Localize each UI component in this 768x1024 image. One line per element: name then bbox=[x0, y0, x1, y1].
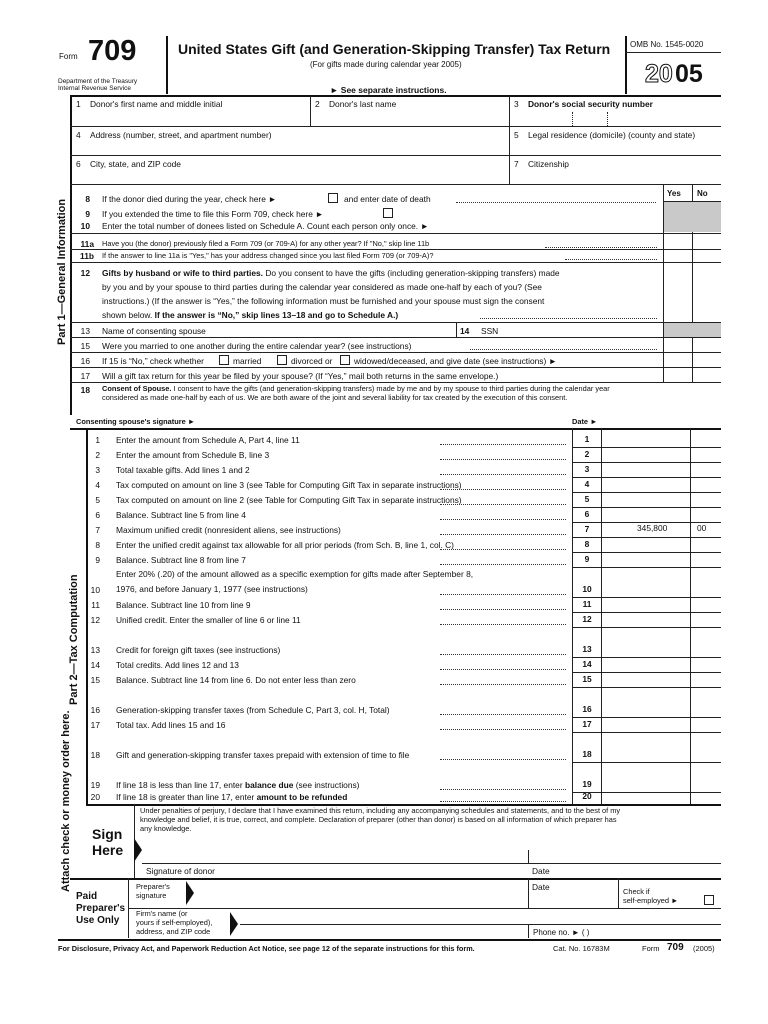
leader-dots bbox=[440, 459, 566, 460]
form-word: Form bbox=[59, 52, 78, 61]
dept-line2: Internal Revenue Service bbox=[58, 85, 131, 92]
donor-date-field[interactable]: Date bbox=[532, 866, 550, 876]
tax-line-label: Maximum unified credit (nonresident aliens, see instructions) bbox=[116, 525, 341, 535]
amount-field-line-14[interactable] bbox=[602, 657, 720, 672]
amount-field-line-16[interactable] bbox=[602, 687, 720, 717]
footer-notice: For Disclosure, Privacy Act, and Paperwork Reduction Act Notice, see page 12 of the separate instructions for this form. bbox=[58, 944, 475, 953]
preparer-date-field[interactable]: Date bbox=[532, 882, 550, 892]
city-state-zip-field[interactable]: City, state, and ZIP code bbox=[90, 159, 181, 169]
amount-line-number: 13 bbox=[582, 644, 592, 654]
tax-line-number: 7 bbox=[95, 525, 100, 535]
tax-line-number: 4 bbox=[95, 480, 100, 490]
tax-line-number: 6 bbox=[95, 510, 100, 520]
leader-dots bbox=[440, 729, 566, 730]
preparer-title-2: Preparer's bbox=[76, 903, 126, 914]
line-number: 10 bbox=[80, 221, 90, 231]
tax-line-label: Gift and generation-skipping transfer taxes prepaid with extension of time to file bbox=[116, 750, 410, 760]
leader-dots bbox=[440, 669, 566, 670]
leader-dots bbox=[440, 789, 566, 790]
sign-title-1: Sign bbox=[92, 826, 123, 842]
line-number: 11a bbox=[80, 239, 94, 249]
spouse-signature-field[interactable]: Consenting spouse's signature ► bbox=[76, 417, 196, 426]
line-number: 14 bbox=[460, 326, 470, 336]
married-checkbox[interactable] bbox=[219, 355, 229, 365]
year-outline: 20 bbox=[645, 60, 673, 88]
tax-line-number: 20 bbox=[90, 792, 100, 802]
year-bold: 05 bbox=[675, 60, 703, 88]
leader-dots bbox=[440, 654, 566, 655]
footer-form-number: 709 bbox=[667, 942, 684, 953]
tax-line-label-cont: 1976, and before January 1, 1977 (see instructions) bbox=[116, 584, 308, 594]
phone-field[interactable]: Phone no. ► ( ) bbox=[533, 928, 590, 937]
tax-line-number: 8 bbox=[95, 540, 100, 550]
tax-line-emphasis: balance due bbox=[244, 780, 294, 790]
form-number: 709 bbox=[88, 35, 137, 67]
tax-line-label bbox=[116, 792, 347, 802]
amount-field-line-10[interactable] bbox=[602, 567, 720, 597]
leader-dots bbox=[440, 624, 566, 625]
field-number: 7 bbox=[514, 159, 519, 169]
leader-dots bbox=[440, 519, 566, 520]
divorced-checkbox[interactable] bbox=[277, 355, 287, 365]
line7-cents: 00 bbox=[697, 523, 707, 533]
spouse-date-field[interactable]: Date ► bbox=[572, 417, 598, 426]
line-number: 16 bbox=[80, 356, 90, 366]
amount-line-number: 11 bbox=[582, 599, 592, 609]
citizenship-field[interactable]: Citizenship bbox=[528, 159, 569, 169]
preparer-signature-field[interactable] bbox=[196, 882, 526, 906]
amount-line-number: 8 bbox=[584, 539, 590, 549]
amount-field-line-17[interactable] bbox=[602, 717, 720, 732]
tax-line-number: 15 bbox=[90, 675, 100, 685]
tax-line-label: Balance. Subtract line 8 from line 7 bbox=[116, 555, 246, 565]
tax-line-label: Total taxable gifts. Add lines 1 and 2 bbox=[116, 465, 250, 475]
consent-text-a: I consent to have the gifts (and generation-skipping transfers) made by me and by my spouse to third parties during the calendar year bbox=[173, 384, 610, 393]
tax-line-label: Balance. Subtract line 10 from line 9 bbox=[116, 600, 251, 610]
line12-text-d: shown below. bbox=[102, 310, 153, 320]
amount-line-number: 9 bbox=[584, 554, 590, 564]
amount-line-number: 16 bbox=[582, 704, 592, 714]
married-label: married bbox=[233, 356, 262, 366]
extension-checkbox[interactable] bbox=[383, 208, 393, 218]
perjury-text-3: any knowledge. bbox=[140, 824, 192, 833]
donor-signature-field[interactable]: Signature of donor bbox=[146, 866, 215, 876]
amount-line-number: 14 bbox=[582, 659, 592, 669]
self-employed-label-2: self-employed ► bbox=[623, 896, 679, 905]
amount-field-line-15[interactable] bbox=[602, 672, 720, 687]
line12-text-b: by you and by your spouse to third parties during the calendar year considered as made one-half by each of you? (See bbox=[102, 282, 542, 292]
leader-dots bbox=[440, 684, 566, 685]
line8-date-label: and enter date of death bbox=[344, 194, 431, 204]
preparer-title-3: Use Only bbox=[76, 915, 120, 926]
amount-field-line-2[interactable] bbox=[602, 447, 720, 462]
amount-line-number: 7 bbox=[584, 524, 590, 534]
amount-line-number: 4 bbox=[584, 479, 590, 489]
leader-dots bbox=[440, 564, 566, 565]
tax-line-text: If line 18 is less than line 17, enter bbox=[116, 780, 243, 790]
amount-line-number: 17 bbox=[582, 719, 592, 729]
tax-line-label: Unified credit. Enter the smaller of line 6 or line 11 bbox=[116, 615, 301, 625]
leader-dots bbox=[440, 534, 566, 535]
tax-line-number: 18 bbox=[90, 750, 100, 760]
amount-line-number: 15 bbox=[582, 674, 592, 684]
firm-label-3: address, and ZIP code bbox=[136, 927, 211, 936]
line7-amount: 345,800 bbox=[637, 523, 668, 533]
line-number: 17 bbox=[80, 371, 90, 381]
amount-field-line-8[interactable] bbox=[602, 537, 720, 552]
donor-last-name-field[interactable]: Donor's last name bbox=[329, 99, 397, 109]
tax-line-label: Credit for foreign gift taxes (see instructions) bbox=[116, 645, 281, 655]
amount-field-line-20[interactable] bbox=[602, 792, 720, 804]
tax-line-number: 14 bbox=[90, 660, 100, 670]
line12-skip-note: If the answer is “No,” skip lines 13–18 and go to Schedule A.) bbox=[154, 310, 399, 320]
amount-field-line-9[interactable] bbox=[602, 552, 720, 567]
tax-line-number: 12 bbox=[90, 615, 100, 625]
widowed-label: widowed/deceased, and give date (see instructions) ► bbox=[354, 356, 557, 366]
tax-line-number: 1 bbox=[95, 435, 100, 445]
tax-line-label: Balance. Subtract line 14 from line 6. Do not enter less than zero bbox=[116, 675, 356, 685]
tax-line-label: Tax computed on amount on line 2 (see Table for Computing Gift Tax in separate instructions) bbox=[116, 495, 462, 505]
leader-dots bbox=[440, 594, 566, 595]
attach-check-label: Attach check or money order here. bbox=[60, 710, 72, 892]
preparer-arrow-icon bbox=[186, 881, 194, 905]
amount-field-line-5[interactable] bbox=[602, 492, 720, 507]
line17-label: Will a gift tax return for this year be filed by your spouse? (If “Yes,” mail both returns in the same envelope.) bbox=[102, 371, 499, 381]
amount-field-line-18[interactable] bbox=[602, 732, 720, 762]
tax-line-label: Enter the unified credit against tax allowable for all prior periods (from Sch. B, line 1, col. C) bbox=[116, 540, 454, 550]
legal-residence-field[interactable]: Legal residence (domicile) (county and state) bbox=[528, 130, 696, 140]
tax-line-label: Total tax. Add lines 15 and 16 bbox=[116, 720, 226, 730]
consent-heading: Consent of Spouse. bbox=[102, 384, 172, 393]
tax-line-number: 2 bbox=[95, 450, 100, 460]
address-field[interactable]: Address (number, street, and apartment number) bbox=[90, 130, 272, 140]
tax-line-label: Tax computed on amount on line 3 (see Table for Computing Gift Tax in separate instructions) bbox=[116, 480, 462, 490]
tax-line-number: 19 bbox=[90, 780, 100, 790]
line-number: 9 bbox=[85, 209, 90, 219]
perjury-text-1: Under penalties of perjury, I declare that I have examined this return, including any accompanying schedules and statements, and to the best of my bbox=[140, 806, 621, 815]
tax-line-number: 13 bbox=[90, 645, 100, 655]
footer-year: (2005) bbox=[693, 944, 715, 953]
field-number: 5 bbox=[514, 130, 519, 140]
amount-field-line-12[interactable] bbox=[602, 612, 720, 627]
see-instructions: ► See separate instructions. bbox=[330, 85, 447, 95]
amount-line-number: 1 bbox=[584, 434, 590, 444]
leader-dots bbox=[440, 489, 566, 490]
amount-line-number: 10 bbox=[582, 584, 592, 594]
line10-label: Enter the total number of donees listed on Schedule A. Count each person only once. ► bbox=[102, 221, 429, 231]
self-employed-checkbox[interactable] bbox=[704, 895, 714, 905]
form-subtitle: (For gifts made during calendar year 2005) bbox=[310, 60, 462, 69]
tax-line-number: 11 bbox=[91, 600, 100, 610]
amount-line-number: 5 bbox=[584, 494, 590, 504]
line9-label: If you extended the time to file this Form 709, check here ► bbox=[102, 209, 324, 219]
consent-text-b: considered as made one-half by each of us. We are both aware of the joint and several liability for tax created by the execution of this consent. bbox=[102, 393, 568, 402]
tax-line-number: 9 bbox=[95, 555, 100, 565]
tax-line-label: Enter 20% (.20) of the amount allowed as a specific exemption for gifts made after September 8, bbox=[116, 569, 474, 579]
line-number: 15 bbox=[80, 341, 90, 351]
line-number: 13 bbox=[80, 326, 90, 336]
tax-line-label: Enter the amount from Schedule A, Part 4, line 11 bbox=[116, 435, 300, 445]
tax-line-label bbox=[116, 780, 359, 790]
preparer-title-1: Paid bbox=[76, 891, 98, 902]
amount-field-line-1[interactable] bbox=[602, 432, 720, 447]
amount-line-number: 2 bbox=[584, 449, 590, 459]
amount-field-line-11[interactable] bbox=[602, 597, 720, 612]
sign-arrow-icon bbox=[134, 838, 142, 862]
sign-title-2: Here bbox=[92, 842, 124, 858]
yes-column-header: Yes bbox=[667, 189, 681, 198]
tax-line-label: Balance. Subtract line 5 from line 4 bbox=[116, 510, 246, 520]
leader-dots bbox=[440, 714, 566, 715]
amount-field-line-3[interactable] bbox=[602, 462, 720, 477]
donor-first-name-field[interactable]: Donor's first name and middle initial bbox=[90, 99, 223, 109]
preparer-sig-label-1: Preparer's bbox=[136, 882, 170, 891]
amount-line-number: 12 bbox=[582, 614, 592, 624]
amount-line-number: 18 bbox=[582, 749, 592, 759]
amount-line-number: 19 bbox=[582, 779, 592, 789]
line-number: 12 bbox=[80, 268, 90, 278]
divorced-label: divorced or bbox=[291, 356, 333, 366]
line-number: 18 bbox=[80, 385, 90, 395]
part2-side-label: Part 2—Tax Computation bbox=[68, 574, 80, 705]
donor-ssn-field[interactable]: Donor's social security number bbox=[528, 99, 653, 109]
leader-dots bbox=[440, 609, 566, 610]
line12-text-a: Do you consent to have the gifts (including generation-skipping transfers) made bbox=[265, 268, 560, 278]
leader-dots bbox=[440, 759, 566, 760]
tax-line-text: (see instructions) bbox=[295, 780, 360, 790]
leader-dots bbox=[440, 549, 566, 550]
spouse-ssn-field[interactable]: SSN bbox=[481, 326, 499, 336]
amount-field-line-4[interactable] bbox=[602, 477, 720, 492]
field-number: 2 bbox=[315, 99, 320, 109]
preparer-sig-label-2: signature bbox=[136, 891, 167, 900]
tax-line-number: 3 bbox=[95, 465, 100, 475]
tax-line-number: 10 bbox=[90, 585, 100, 595]
amount-line-number: 20 bbox=[582, 791, 592, 801]
footer-form-word: Form bbox=[642, 944, 660, 953]
firm-name-field[interactable] bbox=[240, 910, 720, 924]
widowed-checkbox[interactable] bbox=[340, 355, 350, 365]
leader-dots bbox=[440, 444, 566, 445]
perjury-text-2: knowledge and belief, it is true, correct, and complete. Declaration of preparer (other than donor) is based on all information of which preparer has bbox=[140, 815, 617, 824]
self-employed-label-1: Check if bbox=[623, 887, 650, 896]
field-number: 4 bbox=[76, 130, 81, 140]
catalog-number: Cat. No. 16783M bbox=[553, 944, 610, 953]
omb-number: OMB No. 1545-0020 bbox=[630, 40, 704, 49]
deceased-checkbox[interactable] bbox=[328, 193, 338, 203]
tax-line-label: Enter the amount from Schedule B, line 3 bbox=[116, 450, 270, 460]
dept-line1: Department of the Treasury bbox=[58, 78, 138, 85]
part1-side-label: Part 1—General Information bbox=[56, 198, 68, 345]
tax-line-label: Total credits. Add lines 12 and 13 bbox=[116, 660, 239, 670]
leader-dots bbox=[440, 504, 566, 505]
line12-text-c: instructions.) (If the answer is “Yes,” the following information must be furnished and your spouse must sign the consent bbox=[102, 296, 545, 306]
field-number: 6 bbox=[76, 159, 81, 169]
line15-label: Were you married to one another during the entire calendar year? (see instructions) bbox=[102, 341, 412, 351]
line12-heading: Gifts by husband or wife to third parties. bbox=[102, 268, 263, 278]
line11b-label: If the answer to line 11a is "Yes," has your address changed since you last filed Form 709 (or 709-A)? bbox=[102, 251, 434, 260]
no-column-header: No bbox=[697, 189, 708, 198]
amount-field-line-13[interactable] bbox=[602, 627, 720, 657]
amount-line-number: 6 bbox=[584, 509, 590, 519]
tax-line-emphasis: amount to be refunded bbox=[256, 792, 348, 802]
field-number: 3 bbox=[514, 99, 519, 109]
leader-dots bbox=[440, 474, 566, 475]
line16-label: If 15 is “No,” check whether bbox=[102, 356, 204, 366]
amount-field-line-6[interactable] bbox=[602, 507, 720, 522]
tax-line-number: 16 bbox=[90, 705, 100, 715]
firm-arrow-icon bbox=[230, 912, 238, 936]
line-number: 11b bbox=[80, 251, 94, 261]
line11a-label: Have you (the donor) previously filed a Form 709 (or 709-A) for any other year? If "No," skip line 11b bbox=[102, 239, 430, 248]
firm-label-1: Firm's name (or bbox=[136, 909, 188, 918]
spouse-name-field[interactable]: Name of consenting spouse bbox=[102, 326, 206, 336]
firm-label-2: yours if self-employed), bbox=[136, 918, 213, 927]
line8-label: If the donor died during the year, check here ► bbox=[102, 194, 277, 204]
form-title: United States Gift (and Generation-Skipping Transfer) Tax Return bbox=[178, 41, 611, 57]
amount-field-line-19[interactable] bbox=[602, 762, 720, 792]
amount-line-number: 3 bbox=[584, 464, 590, 474]
field-number: 1 bbox=[76, 99, 81, 109]
line-number: 8 bbox=[85, 194, 90, 204]
leader-dots bbox=[440, 801, 566, 802]
tax-line-number: 17 bbox=[90, 720, 100, 730]
tax-line-number: 5 bbox=[95, 495, 100, 505]
tax-line-text: If line 18 is greater than line 17, enter bbox=[116, 792, 255, 802]
tax-line-label: Generation-skipping transfer taxes (from Schedule C, Part 3, col. H, Total) bbox=[116, 705, 390, 715]
